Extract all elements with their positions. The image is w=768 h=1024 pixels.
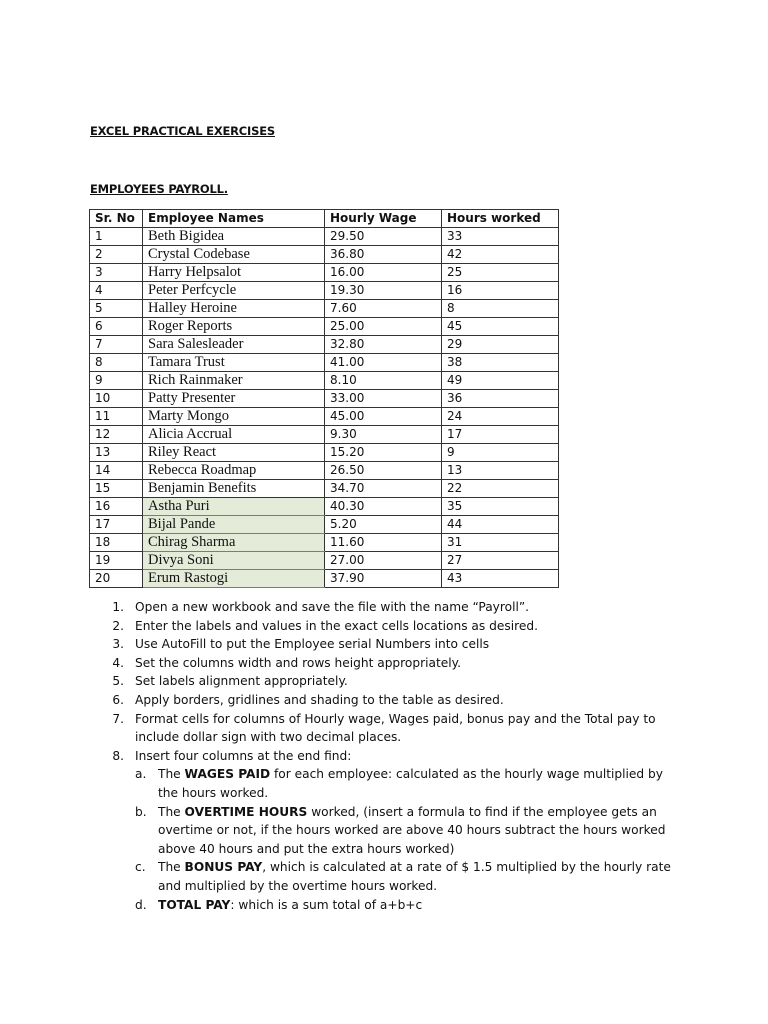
list-item (108, 672, 688, 691)
table-row (90, 317, 559, 335)
cell-sr-no: 2 (90, 245, 143, 263)
cell-sr-no: 6 (90, 317, 143, 335)
cell-hourly-wage: 34.70 (325, 479, 442, 497)
cell-employee-name: Halley Heroine (143, 299, 325, 317)
cell-employee-name: Divya Soni (143, 551, 325, 569)
table-row (90, 479, 559, 497)
cell-hourly-wage: 16.00 (325, 263, 442, 281)
cell-employee-name: Rebecca Roadmap (143, 461, 325, 479)
table-row (90, 569, 559, 587)
cell-hourly-wage: 45.00 (325, 407, 442, 425)
sub-list-label: b. (135, 804, 147, 819)
list-item-number: 8. (112, 748, 124, 763)
cell-hourly-wage: 29.50 (325, 227, 442, 245)
list-item (108, 598, 688, 617)
list-item-number: 1. (112, 600, 124, 614)
cell-hourly-wage: 5.20 (325, 515, 442, 533)
sub-list-text (158, 803, 678, 859)
sub-list-item (135, 765, 688, 802)
cell-sr-no: 5 (90, 299, 143, 317)
cell-employee-name: Roger Reports (143, 317, 325, 335)
cell-employee-name: Astha Puri (143, 497, 325, 515)
cell-sr-no: 7 (90, 335, 143, 353)
cell-hours-worked: 35 (442, 497, 559, 515)
list-item-text: Format cells for columns of Hourly wage, Wages paid, bonus pay and the Total pay to include dollar sign with two decimal places. (135, 711, 656, 745)
cell-employee-name: Marty Mongo (143, 407, 325, 425)
sub-text-term: BONUS PAY (184, 860, 263, 875)
cell-hours-worked: 13 (442, 461, 559, 479)
cell-hourly-wage: 36.80 (325, 245, 442, 263)
cell-sr-no: 15 (90, 479, 143, 497)
list-item (108, 691, 688, 710)
cell-sr-no: 17 (90, 515, 143, 533)
cell-employee-name: Chirag Sharma (143, 533, 325, 551)
header-sr-no: Sr. No (90, 210, 143, 228)
cell-sr-no: 13 (90, 443, 143, 461)
cell-hours-worked: 17 (442, 425, 559, 443)
table-row (90, 425, 559, 443)
list-item-text: Apply borders, gridlines and shading to the table as desired. (135, 692, 504, 707)
cell-hours-worked: 42 (442, 245, 559, 263)
cell-employee-name: Tamara Trust (143, 353, 325, 371)
cell-sr-no: 9 (90, 371, 143, 389)
table-header-row (90, 210, 559, 228)
cell-hourly-wage: 19.30 (325, 281, 442, 299)
cell-employee-name: Patty Presenter (143, 389, 325, 407)
payroll-table (89, 209, 559, 588)
sub-text-term: OVERTIME HOURS (184, 804, 308, 819)
table-row (90, 497, 559, 515)
cell-sr-no: 3 (90, 263, 143, 281)
sub-text-body: , which is calculated at a rate of $ 1.5 multiplied by the hourly rate and multiplied by the overtime hours worked. (158, 860, 671, 893)
section-title: EMPLOYEES PAYROLL. (90, 182, 228, 196)
list-item-number: 3. (112, 637, 124, 652)
sub-list-item (135, 896, 688, 915)
cell-hourly-wage: 25.00 (325, 317, 442, 335)
cell-employee-name: Sara Salesleader (143, 335, 325, 353)
list-item-number: 7. (112, 711, 124, 726)
cell-hourly-wage: 37.90 (325, 569, 442, 587)
sub-list-item (135, 858, 688, 895)
sub-text-body: : which is a sum total of a+b+c (230, 897, 423, 912)
cell-hours-worked: 8 (442, 299, 559, 317)
table-row (90, 299, 559, 317)
cell-employee-name: Crystal Codebase (143, 245, 325, 263)
cell-employee-name: Peter Perfcycle (143, 281, 325, 299)
sub-text-body: for each employee: calculated as the hourly wage multiplied by the hours worked. (158, 767, 663, 800)
sub-list-label: c. (135, 860, 146, 875)
table-row (90, 551, 559, 569)
list-item-text: Insert four columns at the end find: (135, 748, 352, 763)
table-row (90, 533, 559, 551)
table-row (90, 371, 559, 389)
table-row (90, 263, 559, 281)
header-employee-names: Employee Names (143, 210, 325, 228)
sub-list-text (158, 896, 678, 915)
table-row (90, 407, 559, 425)
list-item (108, 617, 688, 636)
table-row (90, 389, 559, 407)
list-item (108, 635, 688, 654)
cell-employee-name: Alicia Accrual (143, 425, 325, 443)
cell-hourly-wage: 26.50 (325, 461, 442, 479)
main-instructions (108, 598, 688, 765)
table-row (90, 461, 559, 479)
cell-employee-name: Benjamin Benefits (143, 479, 325, 497)
table-row (90, 245, 559, 263)
cell-hours-worked: 29 (442, 335, 559, 353)
cell-employee-name: Bijal Pande (143, 515, 325, 533)
cell-hours-worked: 49 (442, 371, 559, 389)
cell-hourly-wage: 9.30 (325, 425, 442, 443)
cell-hours-worked: 36 (442, 389, 559, 407)
table-row (90, 227, 559, 245)
cell-sr-no: 16 (90, 497, 143, 515)
cell-hours-worked: 38 (442, 353, 559, 371)
cell-sr-no: 12 (90, 425, 143, 443)
cell-employee-name: Rich Rainmaker (143, 371, 325, 389)
list-item (108, 654, 688, 673)
sub-list-item (135, 803, 688, 859)
list-item-number: 5. (112, 674, 124, 689)
list-item (108, 710, 688, 747)
cell-hours-worked: 27 (442, 551, 559, 569)
cell-hourly-wage: 7.60 (325, 299, 442, 317)
cell-sr-no: 19 (90, 551, 143, 569)
cell-sr-no: 1 (90, 227, 143, 245)
cell-hours-worked: 9 (442, 443, 559, 461)
sub-list-label: d. (135, 897, 147, 912)
table-row (90, 515, 559, 533)
cell-employee-name: Riley React (143, 443, 325, 461)
list-item-text: Enter the labels and values in the exact cells locations as desired. (135, 618, 538, 633)
sub-text-body: worked, (insert a formula to find if the employee gets an overtime or not, if the hours worked are above 40 hours subtract the hours worked above 40 hours and put the extra hours worked) (158, 804, 666, 856)
cell-hourly-wage: 27.00 (325, 551, 442, 569)
cell-hourly-wage: 11.60 (325, 533, 442, 551)
list-item-text: Open a new workbook and save the file with the name “Payroll”. (135, 600, 530, 614)
document-title: EXCEL PRACTICAL EXERCISES (90, 124, 275, 138)
header-hours-worked: Hours worked (442, 210, 559, 228)
list-item-number: 4. (112, 655, 124, 670)
instructions-list (108, 598, 688, 914)
cell-hourly-wage: 8.10 (325, 371, 442, 389)
sub-list-text (158, 765, 678, 802)
sub-text-prefix: The (158, 767, 185, 782)
sub-instructions (108, 765, 688, 914)
cell-hours-worked: 16 (442, 281, 559, 299)
cell-hourly-wage: 32.80 (325, 335, 442, 353)
list-item (108, 747, 688, 766)
sub-list-label: a. (135, 767, 147, 782)
cell-hours-worked: 33 (442, 227, 559, 245)
cell-hourly-wage: 40.30 (325, 497, 442, 515)
cell-sr-no: 20 (90, 569, 143, 587)
cell-hours-worked: 22 (442, 479, 559, 497)
cell-hours-worked: 45 (442, 317, 559, 335)
table-row (90, 281, 559, 299)
cell-sr-no: 10 (90, 389, 143, 407)
cell-hours-worked: 44 (442, 515, 559, 533)
sub-text-prefix: The (158, 860, 185, 875)
cell-sr-no: 8 (90, 353, 143, 371)
cell-hourly-wage: 41.00 (325, 353, 442, 371)
list-item-text: Set the columns width and rows height appropriately. (135, 655, 461, 670)
sub-list-text (158, 858, 678, 895)
table-row (90, 353, 559, 371)
cell-sr-no: 11 (90, 407, 143, 425)
cell-employee-name: Beth Bigidea (143, 227, 325, 245)
cell-hourly-wage: 33.00 (325, 389, 442, 407)
sub-text-term: TOTAL PAY (158, 897, 231, 912)
table-row (90, 443, 559, 461)
list-item-text: Set labels alignment appropriately. (135, 674, 348, 689)
cell-hours-worked: 31 (442, 533, 559, 551)
cell-sr-no: 14 (90, 461, 143, 479)
cell-hours-worked: 43 (442, 569, 559, 587)
cell-employee-name: Erum Rastogi (143, 569, 325, 587)
cell-employee-name: Harry Helpsalot (143, 263, 325, 281)
sub-text-term: WAGES PAID (184, 767, 271, 782)
cell-hourly-wage: 15.20 (325, 443, 442, 461)
sub-text-prefix: The (158, 804, 185, 819)
payroll-table-body (90, 227, 559, 587)
cell-hours-worked: 24 (442, 407, 559, 425)
cell-sr-no: 18 (90, 533, 143, 551)
header-hourly-wage: Hourly Wage (325, 210, 442, 228)
list-item-number: 2. (112, 618, 124, 633)
list-item-text: Use AutoFill to put the Employee serial Numbers into cells (135, 637, 490, 652)
cell-sr-no: 4 (90, 281, 143, 299)
cell-hours-worked: 25 (442, 263, 559, 281)
table-row (90, 335, 559, 353)
list-item-number: 6. (112, 692, 124, 707)
